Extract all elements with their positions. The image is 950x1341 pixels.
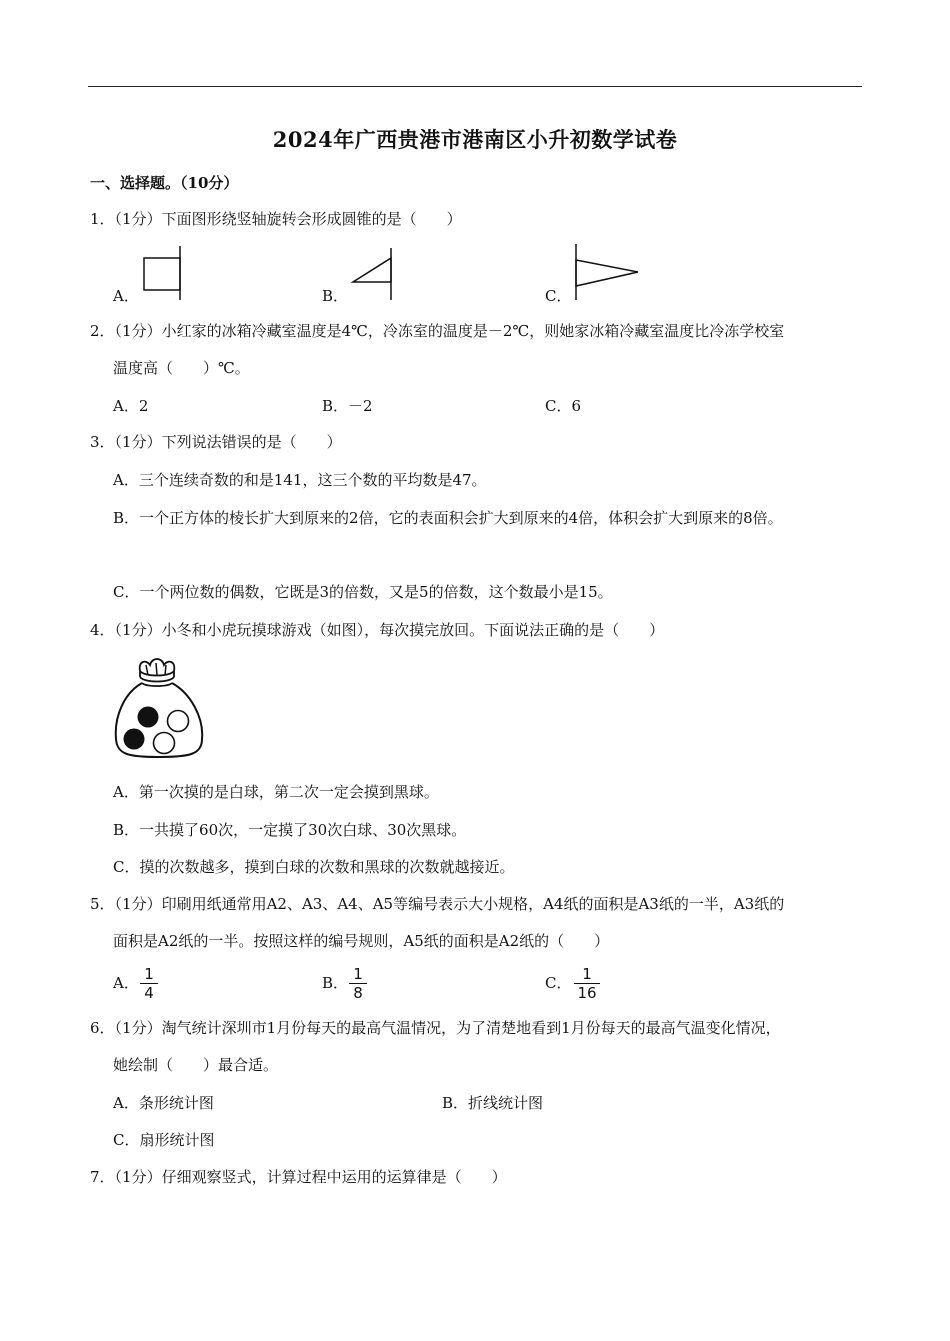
q1-figure-c-triangle-axis: [570, 240, 642, 302]
q2-option-a: A．2: [113, 397, 149, 415]
q6-option-b: B．折线统计图: [442, 1094, 544, 1112]
q5-option-a-label: A．: [113, 974, 139, 992]
q2-stem-line2: 温度高（ ）℃。: [113, 359, 250, 377]
q3-option-a: A．三个连续奇数的和是141，这三个数的平均数是47。: [113, 471, 487, 489]
page-title: 2024年广西贵港市港南区小升初数学试卷: [272, 127, 678, 152]
section-heading: 一、选择题。（10分）: [90, 174, 239, 192]
q5-option-b-denominator: 8: [353, 984, 363, 1002]
q5-option-c-numerator: 1: [582, 965, 592, 983]
q6-option-c: C．扇形统计图: [113, 1131, 215, 1149]
q5-stem-line1: 5．（1分）印刷用纸通常用A2、A3、A4、A5等编号表示大小规格，A4纸的面积是A3纸的一半，A3纸的: [90, 895, 785, 913]
q5-option-c-denominator: 16: [577, 984, 597, 1002]
q2-stem-line1: 2．（1分）小红家的冰箱冷藏室温度是4℃，冷冻室的温度是－2℃，则她家冰箱冷藏室温度比冷冻学校室: [90, 322, 785, 340]
q1-option-b-label: B．: [322, 287, 349, 305]
q6-stem-line1: 6．（1分）淘气统计深圳市1月份每天的最高气温情况，为了清楚地看到1月份每天的最高气温变化情况，: [90, 1019, 781, 1037]
header-rule: [88, 86, 862, 87]
q4-stem: 4．（1分）小冬和小虎玩摸球游戏（如图），每次摸完放回。下面说法正确的是（ ）: [90, 621, 665, 639]
q5-stem-line2: 面积是A2纸的一半。按照这样的编号规则，A5纸的面积是A2纸的（ ）: [113, 932, 610, 950]
q2-option-c: C．6: [545, 397, 582, 415]
q1-figure-b-triangle-axis: [347, 244, 397, 302]
q4-option-b: B．一共摸了60次，一定摸了30次白球、30次黑球。: [113, 821, 467, 839]
q3-stem: 3．（1分）下列说法错误的是（ ）: [90, 433, 342, 451]
q6-option-a: A．条形统计图: [113, 1094, 214, 1112]
q7-stem: 7．（1分）仔细观察竖式，计算过程中运用的运算律是（ ）: [90, 1168, 507, 1186]
q4-ball-bag-figure: [110, 657, 210, 763]
q4-option-c: C．摸的次数越多，摸到白球的次数和黑球的次数就越接近。: [113, 858, 515, 876]
q4-option-a: A．第一次摸的是白球，第二次一定会摸到黑球。: [113, 783, 439, 801]
q5-option-b-label: B．: [322, 974, 349, 992]
q1-option-a-label: A．: [113, 287, 139, 305]
q5-option-c-label: C．: [545, 974, 572, 992]
q3-option-c: C．一个两位数的偶数，它既是3的倍数，又是5的倍数，这个数最小是15。: [113, 583, 613, 601]
q2-option-b: B．－2: [322, 397, 373, 415]
q1-figure-a-square-axis: [138, 244, 186, 302]
q5-option-a-denominator: 4: [144, 984, 154, 1002]
q1-option-c-label: C．: [545, 287, 572, 305]
q3-option-b: B．一个正方体的棱长扩大到原来的2倍，它的表面积会扩大到原来的4倍，体积会扩大到原来的8倍。: [113, 509, 783, 527]
q6-stem-line2: 她绘制（ ）最合适。: [113, 1056, 279, 1074]
q1-stem: 1．（1分）下面图形绕竖轴旋转会形成圆锥的是（ ）: [90, 210, 462, 228]
q5-option-b-fraction: [349, 966, 367, 1001]
q5-option-b-numerator: 1: [353, 965, 363, 983]
q5-option-c-fraction: [574, 966, 600, 1001]
q5-option-a-fraction: [140, 966, 158, 1001]
q5-option-a-numerator: 1: [144, 965, 154, 983]
